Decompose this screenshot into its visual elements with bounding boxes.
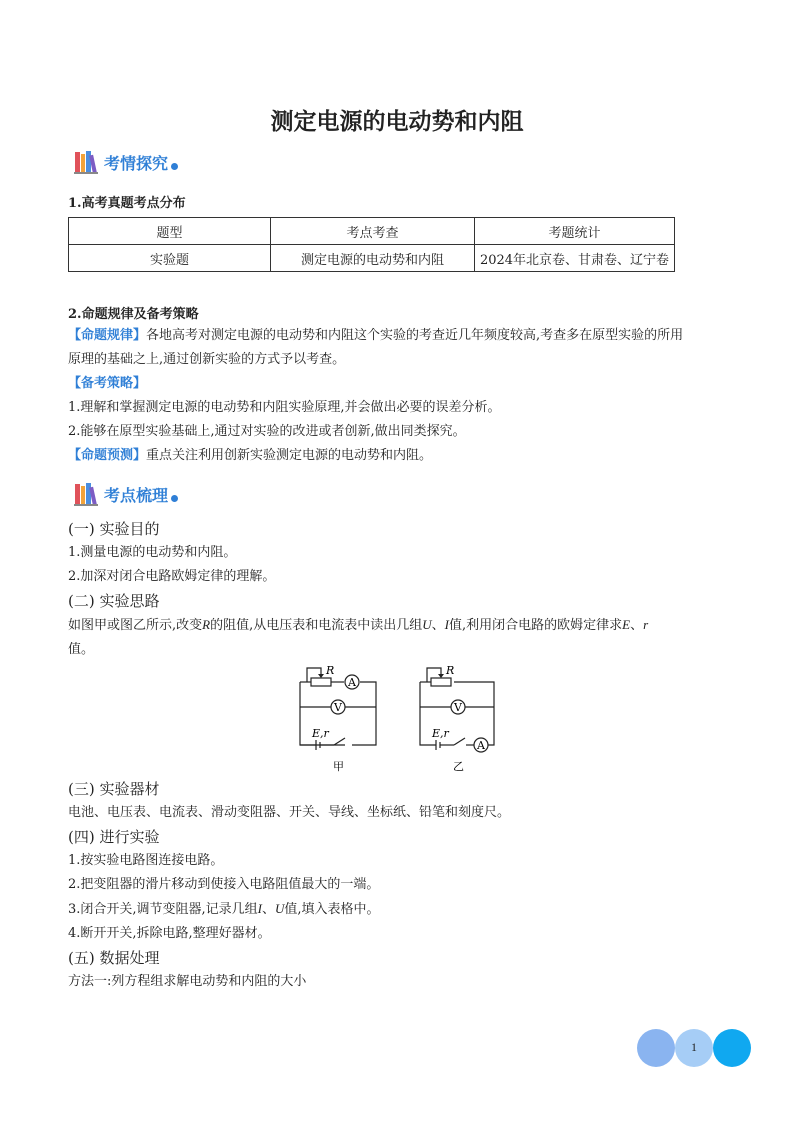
heading-purpose: (一) 实验目的 [68, 520, 160, 538]
resistor-label: R [326, 664, 335, 677]
voltmeter-label: V [454, 701, 462, 714]
tag-rule: 【命题规律】 [68, 328, 147, 343]
data-method: 方法一:列方程组求解电动势和内阻的大小 [68, 974, 307, 989]
section-header-exam-analysis [74, 147, 178, 177]
books-icon [74, 481, 100, 507]
battery-label: E,r [312, 727, 329, 740]
books-icon [74, 149, 100, 175]
battery-label: E,r [432, 727, 449, 740]
table-header-row [69, 218, 675, 245]
tag-strategy: 【备考策略】 [68, 376, 147, 391]
ammeter-label: A [348, 676, 356, 689]
voltmeter-label: V [334, 701, 342, 714]
caption-yi: 乙 [453, 760, 464, 772]
procedure-step: 2.把变阻器的滑片移动到使接入电路阻值最大的一端。 [68, 877, 380, 892]
dot-icon [171, 163, 178, 170]
heading-exam-distribution: 1.高考真题考点分布 [68, 196, 186, 211]
procedure-step: 3.闭合开关,调节变阻器,记录几组I、U值,填入表格中。 [68, 901, 380, 917]
procedure-step: 4.断开开关,拆除电路,整理好器材。 [68, 926, 271, 941]
purpose-item: 2.加深对闭合电路欧姆定律的理解。 [68, 569, 276, 584]
exam-table [68, 217, 675, 272]
heading-procedure: (四) 进行实验 [68, 828, 160, 846]
table-cell: 2024年北京卷、甘肃卷、辽宁卷 [475, 245, 675, 272]
table-header-cell: 考点考查 [271, 218, 475, 245]
circuit-diagram-yi [410, 660, 510, 772]
section-label: 考情探究 [104, 153, 169, 173]
dot-icon [171, 495, 178, 502]
rule-text: 各地高考对测定电源的电动势和内阻这个实验的考查近几年频度较高,考查多在原型实验的所用 [146, 328, 684, 343]
content-body [68, 517, 748, 662]
content-body-2 [68, 777, 748, 994]
table-cell: 实验题 [69, 245, 271, 272]
table-cell: 测定电源的电动势和内阻 [271, 245, 475, 272]
heading-idea: (二) 实验思路 [68, 592, 160, 610]
ammeter-label: A [477, 739, 485, 752]
idea-paragraph: 如图甲或图乙所示,改变R的阻值,从电压表和电流表中读出几组U、I值,利用闭合电路的欧姆定律求E、r [68, 617, 649, 633]
heading-data: (五) 数据处理 [68, 949, 160, 967]
circuit-diagram-jia [290, 660, 390, 772]
heading-rules-strategy: 2.命题规律及备考策略 [68, 307, 199, 322]
table-row [69, 245, 675, 272]
page-number-badge [637, 1029, 751, 1067]
procedure-step: 1.按实验电路图连接电路。 [68, 853, 224, 868]
idea-paragraph-end: 值。 [68, 642, 95, 657]
strategy-item: 2.能够在原型实验基础上,通过对实验的改进或者创新,做出同类探究。 [68, 424, 466, 439]
section-header-key-points [74, 479, 178, 509]
rule-paragraph [68, 324, 728, 468]
equipment-text: 电池、电压表、电流表、滑动变阻器、开关、导线、坐标纸、铅笔和刻度尺。 [68, 805, 511, 820]
page-title: 测定电源的电动势和内阻 [270, 108, 524, 135]
heading-equipment: (三) 实验器材 [68, 780, 160, 798]
page-number: 1 [691, 1040, 697, 1054]
rule-text: 原理的基础之上,通过创新实验的方式予以考查。 [68, 352, 346, 367]
resistor-label: R [446, 664, 455, 677]
strategy-item: 1.理解和掌握测定电源的电动势和内阻实验原理,并会做出必要的误差分析。 [68, 400, 501, 415]
purpose-item: 1.测量电源的电动势和内阻。 [68, 545, 237, 560]
tag-prediction: 【命题预测】 [68, 448, 147, 463]
table-header-cell: 考题统计 [475, 218, 675, 245]
section-label: 考点梳理 [104, 485, 169, 505]
caption-jia: 甲 [333, 760, 344, 772]
table-header-cell: 题型 [69, 218, 271, 245]
prediction-text: 重点关注利用创新实验测定电源的电动势和内阻。 [146, 448, 433, 463]
